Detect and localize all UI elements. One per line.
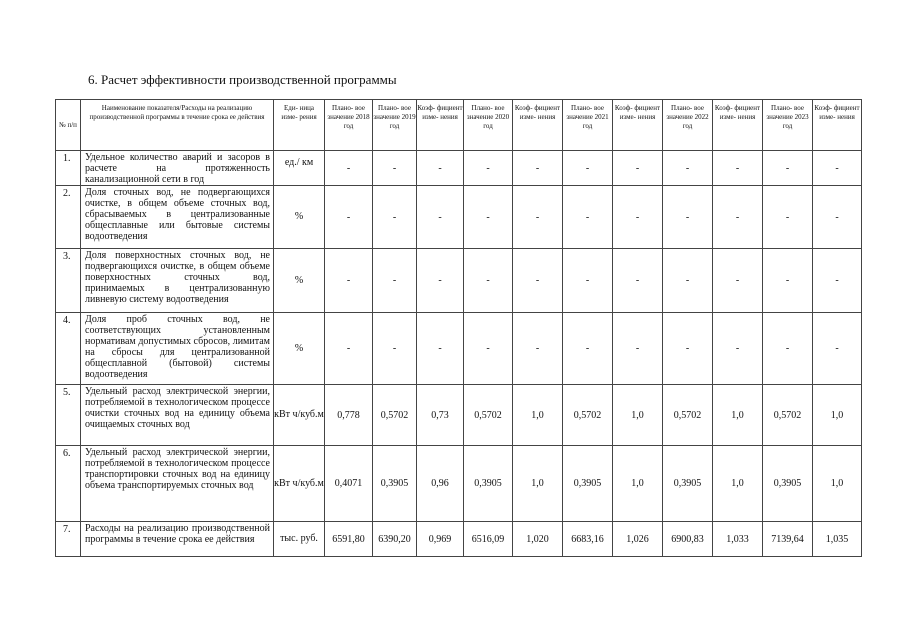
row-indicator-name: Доля сточных вод, не подвергающихся очистке, в общем объеме сточных вод, сбрасываемых в централизованные общесплавные или бытовые системы водоотведения bbox=[81, 186, 274, 249]
row-indicator-name: Доля поверхностных сточных вод, не подвергающихся очистке, в общем объеме поверхностных сточных вод, принимаемых в централизованную ливневую систему водоотведения bbox=[81, 249, 274, 313]
row-value-coef-2020: - bbox=[513, 249, 563, 313]
header-plan-2019: Плано- вое значение 2019 год bbox=[373, 100, 417, 151]
row-value-plan-2023: - bbox=[763, 313, 813, 385]
row-value-plan-2019: - bbox=[373, 313, 417, 385]
row-value-coef-2023: 1,0 bbox=[813, 385, 862, 446]
row-value-plan-2022: - bbox=[663, 151, 713, 186]
header-plan-2023: Плано- вое значение 2023 год bbox=[763, 100, 813, 151]
row-value-coef-2020: 1,020 bbox=[513, 522, 563, 557]
row-value-coef-2021: - bbox=[613, 151, 663, 186]
row-value-plan-2021: 0,5702 bbox=[563, 385, 613, 446]
row-value-coef-2022: - bbox=[713, 249, 763, 313]
row-value-plan-2020: 0,5702 bbox=[464, 385, 513, 446]
row-value-plan-2022: 6900,83 bbox=[663, 522, 713, 557]
table-body bbox=[56, 151, 862, 557]
header-row bbox=[56, 100, 862, 151]
section-title: 6. Расчет эффективности производственной программы bbox=[88, 72, 397, 87]
row-value-plan-2021: - bbox=[563, 186, 613, 249]
row-unit: % bbox=[274, 313, 325, 385]
row-value-coef-2021: - bbox=[613, 186, 663, 249]
efficiency-table bbox=[55, 99, 862, 557]
table-row bbox=[56, 313, 862, 385]
row-value-plan-2018: 0,4071 bbox=[325, 446, 373, 522]
row-value-plan-2018: - bbox=[325, 151, 373, 186]
row-unit: % bbox=[274, 186, 325, 249]
row-value-plan-2018: - bbox=[325, 313, 373, 385]
row-value-plan-2021: - bbox=[563, 313, 613, 385]
header-coef-2022: Коэф- фициент изме- нения bbox=[713, 100, 763, 151]
row-value-plan-2018: 6591,80 bbox=[325, 522, 373, 557]
header-plan-2020: Плано- вое значение 2020 год bbox=[464, 100, 513, 151]
row-indicator-name: Расходы на реализацию производственной программы в течение срока ее действия bbox=[81, 522, 274, 557]
row-value-plan-2023: 7139,64 bbox=[763, 522, 813, 557]
row-value-plan-2023: - bbox=[763, 151, 813, 186]
row-unit: ед./ км bbox=[274, 151, 325, 186]
row-number: 4. bbox=[56, 313, 81, 385]
row-value-plan-2018: 0,778 bbox=[325, 385, 373, 446]
row-value-coef-2020: - bbox=[513, 186, 563, 249]
row-value-plan-2023: 0,5702 bbox=[763, 385, 813, 446]
header-plan-2018: Плано- вое значение 2018 год bbox=[325, 100, 373, 151]
row-value-plan-2022: - bbox=[663, 249, 713, 313]
row-value-plan-2019: 6390,20 bbox=[373, 522, 417, 557]
row-value-plan-2022: - bbox=[663, 313, 713, 385]
row-value-coef-2021: - bbox=[613, 249, 663, 313]
row-unit: кВт ч/куб.м bbox=[274, 385, 325, 446]
row-value-coef-2019: - bbox=[417, 151, 464, 186]
row-value-coef-2020: - bbox=[513, 313, 563, 385]
row-number: 5. bbox=[56, 385, 81, 446]
header-number: № п/п bbox=[56, 100, 81, 151]
row-unit: кВт ч/куб.м bbox=[274, 446, 325, 522]
row-value-coef-2019: 0,73 bbox=[417, 385, 464, 446]
row-unit: тыс. руб. bbox=[274, 522, 325, 557]
row-value-plan-2021: - bbox=[563, 249, 613, 313]
row-value-coef-2019: - bbox=[417, 313, 464, 385]
header-unit: Еди- ница изме- рения bbox=[274, 100, 325, 151]
row-value-coef-2022: - bbox=[713, 313, 763, 385]
table-row bbox=[56, 151, 862, 186]
row-value-coef-2021: 1,0 bbox=[613, 385, 663, 446]
row-value-plan-2021: 6683,16 bbox=[563, 522, 613, 557]
row-indicator-name: Доля проб сточных вод, не соответствующих установленным нормативам допустимых сбросов, лимитам на сбросы для централизованной общесплавной (бытовой) системы водоотведения bbox=[81, 313, 274, 385]
row-value-coef-2022: 1,033 bbox=[713, 522, 763, 557]
row-value-plan-2020: - bbox=[464, 249, 513, 313]
row-value-plan-2021: - bbox=[563, 151, 613, 186]
row-value-plan-2019: - bbox=[373, 151, 417, 186]
row-number: 1. bbox=[56, 151, 81, 186]
row-value-plan-2023: - bbox=[763, 186, 813, 249]
row-indicator-name: Удельное количество аварий и засоров в расчете на протяженность канализационной сети в год bbox=[81, 151, 274, 186]
row-value-coef-2022: - bbox=[713, 151, 763, 186]
row-value-coef-2021: - bbox=[613, 313, 663, 385]
row-number: 6. bbox=[56, 446, 81, 522]
header-coef-2021: Коэф- фициент изме- нения bbox=[613, 100, 663, 151]
table-row bbox=[56, 385, 862, 446]
row-value-coef-2019: - bbox=[417, 186, 464, 249]
row-value-plan-2019: - bbox=[373, 186, 417, 249]
row-value-coef-2022: 1,0 bbox=[713, 385, 763, 446]
row-value-plan-2023: - bbox=[763, 249, 813, 313]
row-value-coef-2021: 1,0 bbox=[613, 446, 663, 522]
row-value-coef-2020: 1,0 bbox=[513, 446, 563, 522]
row-indicator-name: Удельный расход электрической энергии, потребляемой в технологическом процессе транспортировки сточных вод на единицу объема транспортируемых сточных вод bbox=[81, 446, 274, 522]
row-value-coef-2022: 1,0 bbox=[713, 446, 763, 522]
row-value-coef-2023: - bbox=[813, 249, 862, 313]
row-value-plan-2020: 6516,09 bbox=[464, 522, 513, 557]
row-number: 2. bbox=[56, 186, 81, 249]
header-indicator-name: Наименование показателя/Расходы на реализацию производственной программы в течение срока ее действия bbox=[81, 100, 274, 151]
table-row bbox=[56, 522, 862, 557]
row-indicator-name: Удельный расход электрической энергии, потребляемой в технологическом процессе очистки сточных вод на единицу объема очищаемых сточных вод bbox=[81, 385, 274, 446]
row-value-coef-2023: 1,0 bbox=[813, 446, 862, 522]
row-value-coef-2023: - bbox=[813, 151, 862, 186]
header-coef-2023: Коэф- фициент изме- нения bbox=[813, 100, 862, 151]
row-value-plan-2018: - bbox=[325, 186, 373, 249]
row-value-plan-2018: - bbox=[325, 249, 373, 313]
table-row bbox=[56, 186, 862, 249]
row-value-coef-2019: - bbox=[417, 249, 464, 313]
header-plan-2021: Плано- вое значение 2021 год bbox=[563, 100, 613, 151]
row-value-plan-2020: 0,3905 bbox=[464, 446, 513, 522]
table-row bbox=[56, 446, 862, 522]
row-value-plan-2020: - bbox=[464, 151, 513, 186]
header-coef-2020: Коэф- фициент изме- нения bbox=[513, 100, 563, 151]
row-value-plan-2022: 0,5702 bbox=[663, 385, 713, 446]
row-number: 3. bbox=[56, 249, 81, 313]
header-plan-2022: Плано- вое значение 2022 год bbox=[663, 100, 713, 151]
row-value-coef-2020: - bbox=[513, 151, 563, 186]
row-value-plan-2022: 0,3905 bbox=[663, 446, 713, 522]
row-value-plan-2023: 0,3905 bbox=[763, 446, 813, 522]
row-value-coef-2019: 0,969 bbox=[417, 522, 464, 557]
row-value-plan-2019: - bbox=[373, 249, 417, 313]
row-value-coef-2020: 1,0 bbox=[513, 385, 563, 446]
row-value-coef-2021: 1,026 bbox=[613, 522, 663, 557]
row-value-plan-2019: 0,3905 bbox=[373, 446, 417, 522]
table-row bbox=[56, 249, 862, 313]
row-value-coef-2023: 1,035 bbox=[813, 522, 862, 557]
row-value-plan-2020: - bbox=[464, 186, 513, 249]
row-value-plan-2022: - bbox=[663, 186, 713, 249]
row-value-coef-2023: - bbox=[813, 313, 862, 385]
row-value-coef-2022: - bbox=[713, 186, 763, 249]
row-unit: % bbox=[274, 249, 325, 313]
row-value-coef-2023: - bbox=[813, 186, 862, 249]
row-value-coef-2019: 0,96 bbox=[417, 446, 464, 522]
row-number: 7. bbox=[56, 522, 81, 557]
row-value-plan-2020: - bbox=[464, 313, 513, 385]
row-value-plan-2019: 0,5702 bbox=[373, 385, 417, 446]
row-value-plan-2021: 0,3905 bbox=[563, 446, 613, 522]
header-coef-2019: Коэф- фициент изме- нения bbox=[417, 100, 464, 151]
